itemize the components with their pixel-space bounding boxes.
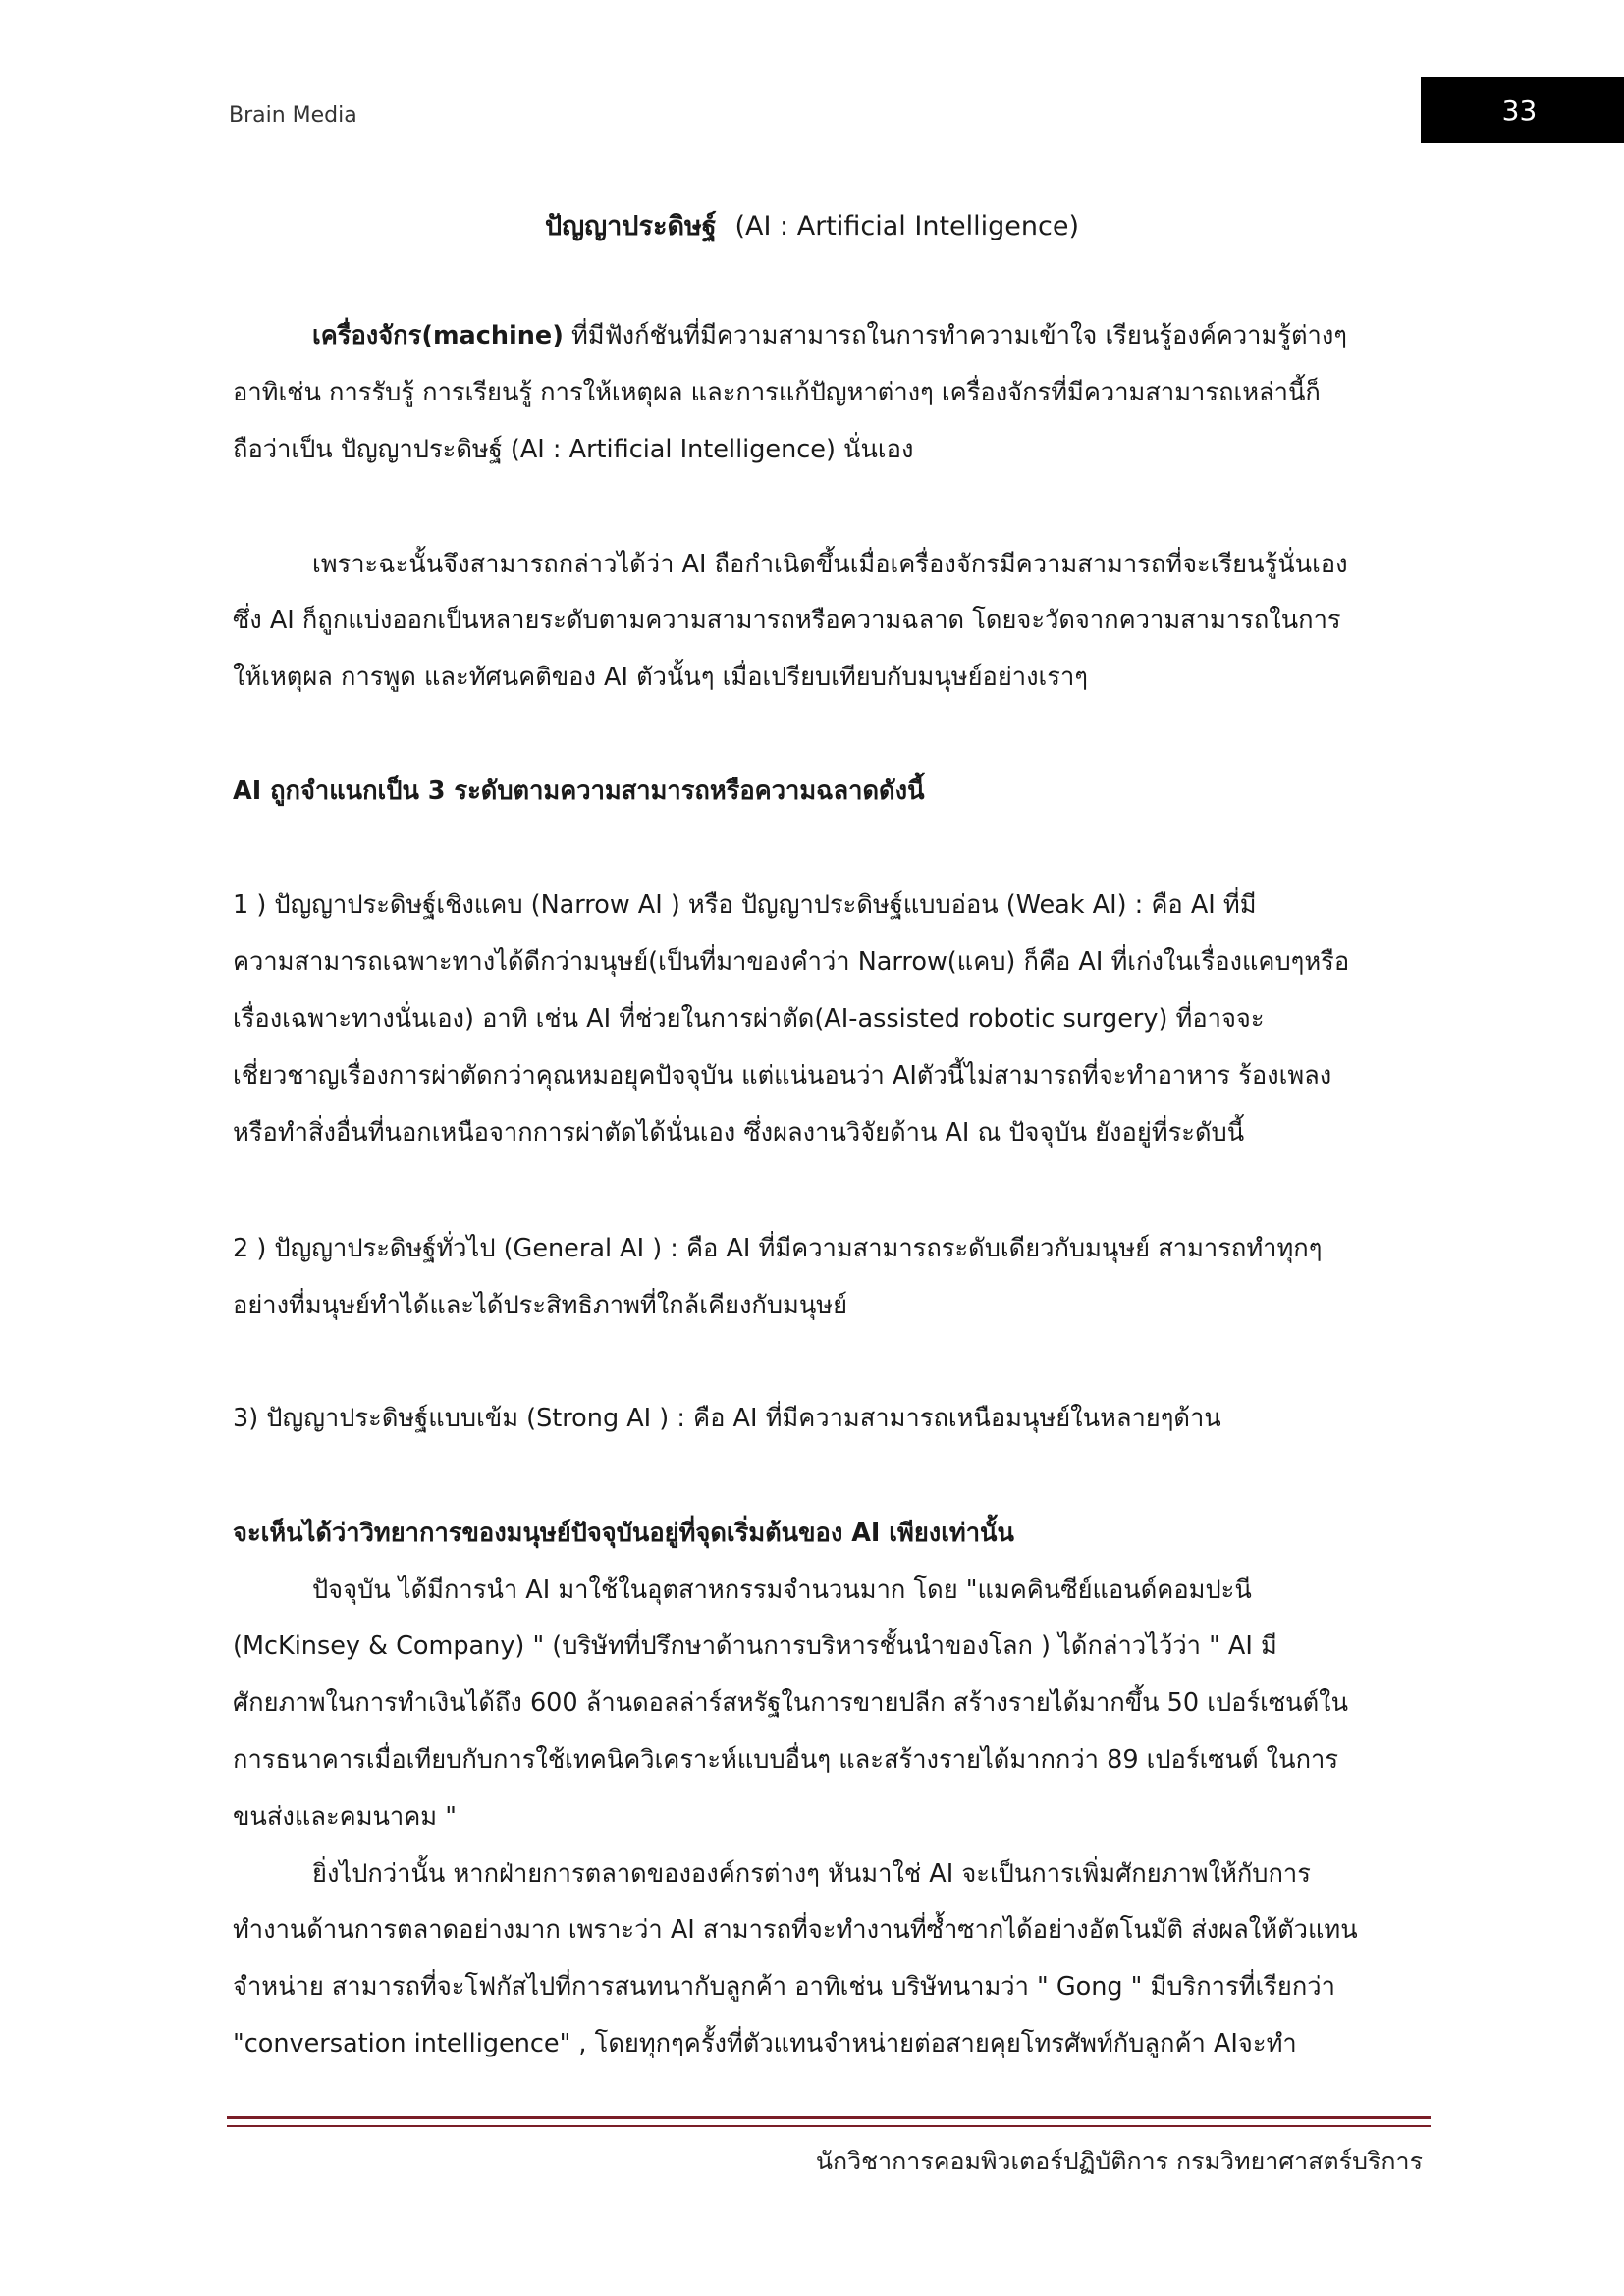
level2-line-2: อย่างที่มนุษย์ทำได้และได้ประสิทธิภาพที่ใกล้เคียงกับมนุษย์ (233, 1291, 848, 1320)
paragraph3-line-4: การธนาคารเมื่อเทียบกับการใช้เทคนิควิเคราะห์แบบอื่นๆ และสร้างรายได้มากกว่า 89 เปอร์เซนต์ ในการ (233, 1745, 1339, 1775)
paragraph4-line-2: ทำงานด้านการตลาดอย่างมาก เพราะว่า AI สามารถที่จะทำงานที่ซ้ำซากได้อย่างอัตโนมัติ ส่งผลให้ตัวแทน (233, 1915, 1358, 1945)
level2-line-1: 2 ) ปัญญาประดิษฐ์ทั่วไป (General AI ) : คือ AI ที่มีความสามารถระดับเดียวกับมนุษย์ สามารถทำทุกๆ (233, 1234, 1323, 1263)
level3-line-1: 3) ปัญญาประดิษฐ์แบบเข้ม (Strong AI ) : คือ AI ที่มีความสามารถเหนือมนุษย์ในหลายๆด้าน (233, 1404, 1221, 1433)
paragraph4-line-1: ยิ่งไปกว่านั้น หากฝ่ายการตลาดขององค์กรต่างๆ หันมาใช่ AI จะเป็นการเพิ่มศักยภาพให้กับการ (312, 1859, 1311, 1889)
paragraph3-line-3: ศักยภาพในการทำเงินได้ถึง 600 ล้านดอลล่าร์สหรัฐในการขายปลีก สร้างรายได้มากขึ้น 50 เปอร์เซนต์ใน (233, 1688, 1349, 1718)
page-title (0, 204, 1624, 246)
paragraph3-line-1: ปัจจุบัน ได้มีการนำ AI มาใช้ในอุตสาหกรรมจำนวนมาก โดย "แมคคินซีย์แอนด์คอมปะนี (312, 1575, 1252, 1605)
intro-line-1 (312, 316, 1347, 355)
title-english: (AI : Artificial Intelligence) (734, 211, 1079, 241)
level1-line-5: หรือทำสิ่งอื่นที่นอกเหนือจากการผ่าตัดได้นั่นเอง ซึ่งผลงานวิจัยด้าน AI ณ ปัจจุบัน ยังอยู่ที่ระดับนี้ (233, 1118, 1245, 1148)
intro-term: เครื่องจักร(machine) (312, 321, 564, 350)
paragraph3-line-5: ขนส่งและคมนาคม " (233, 1802, 457, 1832)
level1-line-3: เรื่องเฉพาะทางนั่นเอง) อาทิ เช่น AI ที่ช่วยในการผ่าตัด(AI-assisted robotic surgery) ที่อาจจะ (233, 1004, 1265, 1034)
page-number: 33 (1501, 93, 1538, 127)
paragraph4-line-4: "conversation intelligence" , โดยทุกๆครั้งที่ตัวแทนจำหน่ายต่อสายคุยโทรศัพท์กับลูกค้า AIจะทำ (233, 2029, 1297, 2058)
intro-line-3: ถือว่าเป็น ปัญญาประดิษฐ์ (AI : Artificial Intelligence) นั่นเอง (233, 435, 914, 464)
title-thai: ปัญญาประดิษฐ์ (545, 211, 717, 241)
level1-line-2: ความสามารถเฉพาะทางได้ดีกว่ามนุษย์(เป็นที่มาของคำว่า Narrow(แคบ) ก็คือ AI ที่เก่งในเรื่องแคบๆหรือ (233, 947, 1350, 977)
level1-line-1: 1 ) ปัญญาประดิษฐ์เชิงแคบ (Narrow AI ) หรือ ปัญญาประดิษฐ์แบบอ่อน (Weak AI) : คือ AI ที่มี (233, 890, 1257, 920)
footer-divider (227, 2116, 1431, 2127)
page-number-box (1421, 77, 1624, 143)
section-heading: จะเห็นได้ว่าวิทยาการของมนุษย์ปัจจุบันอยู่ที่จุดเริ่มต้นของ AI เพียงเท่านั้น (233, 1519, 1014, 1548)
paragraph3-line-2: (McKinsey & Company) " (บริษัทที่ปรึกษาด้านการบริหารชั้นนำของโลก ) ได้กล่าวไว้ว่า " AI มี (233, 1631, 1277, 1661)
publisher-name: Brain Media (229, 103, 357, 128)
paragraph4-line-3: จำหน่าย สามารถที่จะโฟกัสไปที่การสนทนากับลูกค้า อาทิเช่น บริษัทนามว่า " Gong " มีบริการที่เรียกว่า (233, 1972, 1335, 2002)
paragraph2-line-3: ให้เหตุผล การพูด และทัศนคติของ AI ตัวนั้นๆ เมื่อเปรียบเทียบกับมนุษย์อย่างเราๆ (233, 663, 1088, 692)
intro-line-1-text: ที่มีฟังก์ชันที่มีความสามารถในการทำความเข้าใจ เรียนรู้องค์ความรู้ต่างๆ (563, 321, 1348, 350)
footer-affiliation: นักวิชาการคอมพิวเตอร์ปฏิบัติการ กรมวิทยาศาสตร์บริการ (815, 2147, 1423, 2175)
paragraph2-line-2: ซึ่ง AI ก็ถูกแบ่งออกเป็นหลายระดับตามความสามารถหรือความฉลาด โดยจะวัดจากความสามารถในการ (233, 606, 1341, 635)
intro-line-2: อาทิเช่น การรับรู้ การเรียนรู้ การให้เหตุผล และการแก้ปัญหาต่างๆ เครื่องจักรที่มีความสามารถเหล่านี้ก็ (233, 378, 1321, 407)
paragraph2-line-1: เพราะฉะนั้นจึงสามารถกล่าวได้ว่า AI ถือกำเนิดขึ้นเมื่อเครื่องจักรมีความสามารถที่จะเรียนรู้นั่นเอง (312, 550, 1348, 579)
levels-heading: AI ถูกจำแนกเป็น 3 ระดับตามความสามารถหรือความฉลาดดังนี้ (233, 776, 925, 806)
level1-line-4: เชี่ยวชาญเรื่องการผ่าตัดกว่าคุณหมอยุคปัจจุบัน แต่แน่นอนว่า AIตัวนี้ไม่สามารถที่จะทำอาหาร ร้องเพลง (233, 1061, 1332, 1091)
